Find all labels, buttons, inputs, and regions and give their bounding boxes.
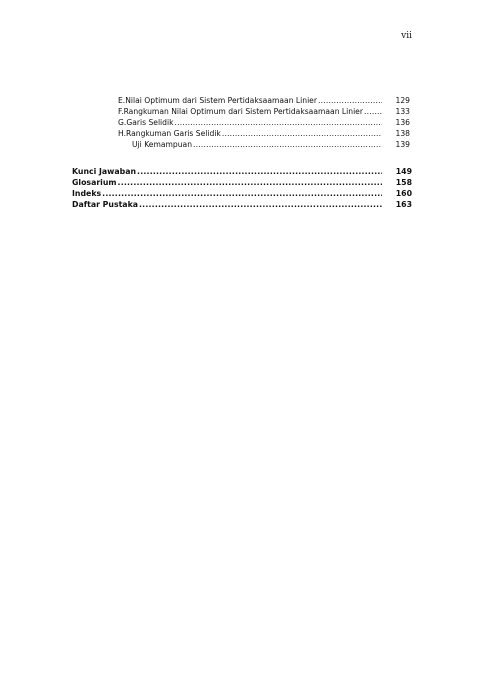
toc-entry-page: 129 <box>395 96 410 105</box>
toc-entry-title: Glosarium ..... <box>72 178 382 188</box>
toc-entry-title: Kunci Jawaban ..... <box>72 167 382 177</box>
toc-entry-daftar-pustaka[interactable] <box>72 200 412 210</box>
toc-entry-e[interactable] <box>118 96 410 106</box>
toc-entry-page: 138 <box>395 129 410 138</box>
toc-entry-page: 160 <box>395 189 412 198</box>
toc-entry-letter: F. <box>118 107 124 116</box>
toc-entry-title: Garis Selidik ..... <box>126 118 382 128</box>
toc-entry-uji-kemampuan[interactable] <box>118 140 410 150</box>
toc-entry-title: Indeks ..... <box>72 189 382 199</box>
page-number: vii <box>401 31 412 41</box>
toc-entry-title: Nilai Optimum dari Sistem Pertidaksaamaan Linier ..... <box>125 96 382 106</box>
toc-entry-g[interactable] <box>118 118 410 128</box>
toc-entry-page: 163 <box>395 200 412 209</box>
toc-entry-title: Daftar Pustaka ..... <box>72 200 382 210</box>
toc-entry-glosarium[interactable] <box>72 178 412 188</box>
toc-entry-title: Rangkuman Nilai Optimum dari Sistem Pertidaksaamaan Linier ..... <box>124 107 382 117</box>
toc-entry-page: 158 <box>395 178 412 187</box>
toc-entry-title: Uji Kemampuan ..... <box>118 140 382 150</box>
toc-entry-page: 133 <box>395 107 410 116</box>
toc-entry-letter: G. <box>118 118 127 127</box>
toc-entry-page: 139 <box>395 140 410 149</box>
toc-entry-h[interactable] <box>118 129 410 139</box>
toc-entry-kunci-jawaban[interactable] <box>72 167 412 177</box>
toc-entry-page: 149 <box>395 167 412 176</box>
toc-entry-indeks[interactable] <box>72 189 412 199</box>
toc-entry-page: 136 <box>395 118 410 127</box>
toc-entry-letter: E. <box>118 96 126 105</box>
toc-entry-f[interactable] <box>118 107 410 117</box>
toc-entry-letter: H. <box>118 129 126 138</box>
toc-entry-title: Rangkuman Garis Selidik ..... <box>126 129 382 139</box>
